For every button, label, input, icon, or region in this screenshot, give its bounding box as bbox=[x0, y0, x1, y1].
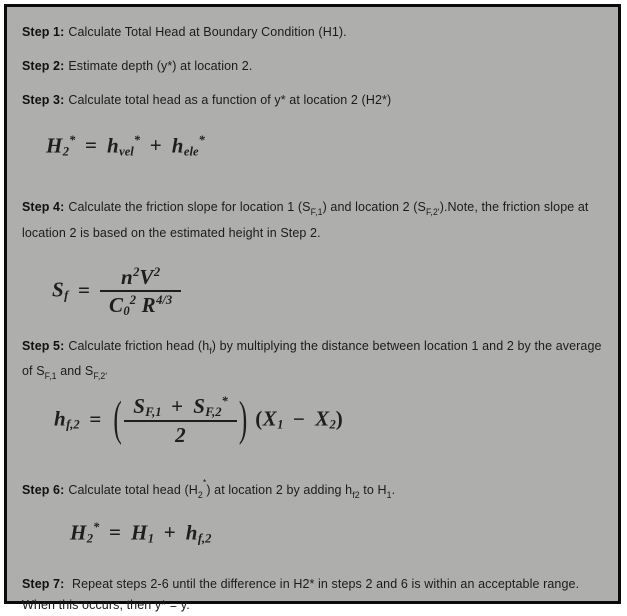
step-7 bbox=[22, 574, 602, 616]
step-5 bbox=[22, 336, 602, 388]
step-1 bbox=[22, 22, 602, 43]
formula-friction-head: hf,2 = ( $\frac{SF,1 + SF,2^*}{2}$ ) (X1 − X2) bbox=[54, 393, 344, 448]
step-6-label: Step 6: bbox=[22, 482, 65, 497]
step-3-label: Step 3: bbox=[22, 93, 65, 107]
step-6 bbox=[22, 473, 602, 506]
formula-friction-slope: Sf = $\frac{n^2V^2}{C0^2 R^{4/3}}$ bbox=[52, 264, 602, 320]
step-1-text: Calculate Total Head at Boundary Condition (H1). bbox=[68, 25, 347, 39]
step-3 bbox=[22, 90, 602, 111]
step-7-label: Step 7: bbox=[22, 576, 65, 591]
step-2-label: Step 2: bbox=[22, 59, 65, 73]
step-7-text: Repeat steps 2-6 until the difference in H2* in steps 2 and 6 is within an acceptable range. When this occurs, then y* = y. bbox=[22, 576, 580, 612]
procedure-panel bbox=[4, 4, 621, 612]
formula-total-head-update: H2* = H1 + hf,2 bbox=[70, 519, 212, 545]
step-4 bbox=[22, 197, 602, 244]
formula-total-head-location-2: H2* = hvel* + hele* bbox=[46, 133, 205, 159]
step-4-text: Calculate the friction slope for location 1 $(S_{F,1})$ and location 2 $(S_{F,2'}).Note$, the friction slope at location 2 is based on the estimated height in Step 2. bbox=[22, 200, 589, 241]
step-6-text: Calculate total head $(H_2^*)$ at location 2 by adding $h_{f2}$ to $H_1$. bbox=[68, 477, 396, 500]
step-1-label: Step 1: bbox=[22, 25, 65, 39]
step-2 bbox=[22, 56, 602, 77]
step-5-label: Step 5: bbox=[22, 338, 65, 353]
step-5-text: Calculate friction head $(h_f)$ by multiplying the distance between location 1 and 2 by the average of $S_{F,1}$ and $S_{F,2'}$ bbox=[22, 338, 602, 382]
step-3-text: Calculate total head as a function of y* at location 2 (H2*) bbox=[68, 93, 392, 107]
step-4-label: Step 4: bbox=[22, 200, 65, 215]
step-2-text: Estimate depth (y*) at location 2. bbox=[68, 59, 253, 73]
